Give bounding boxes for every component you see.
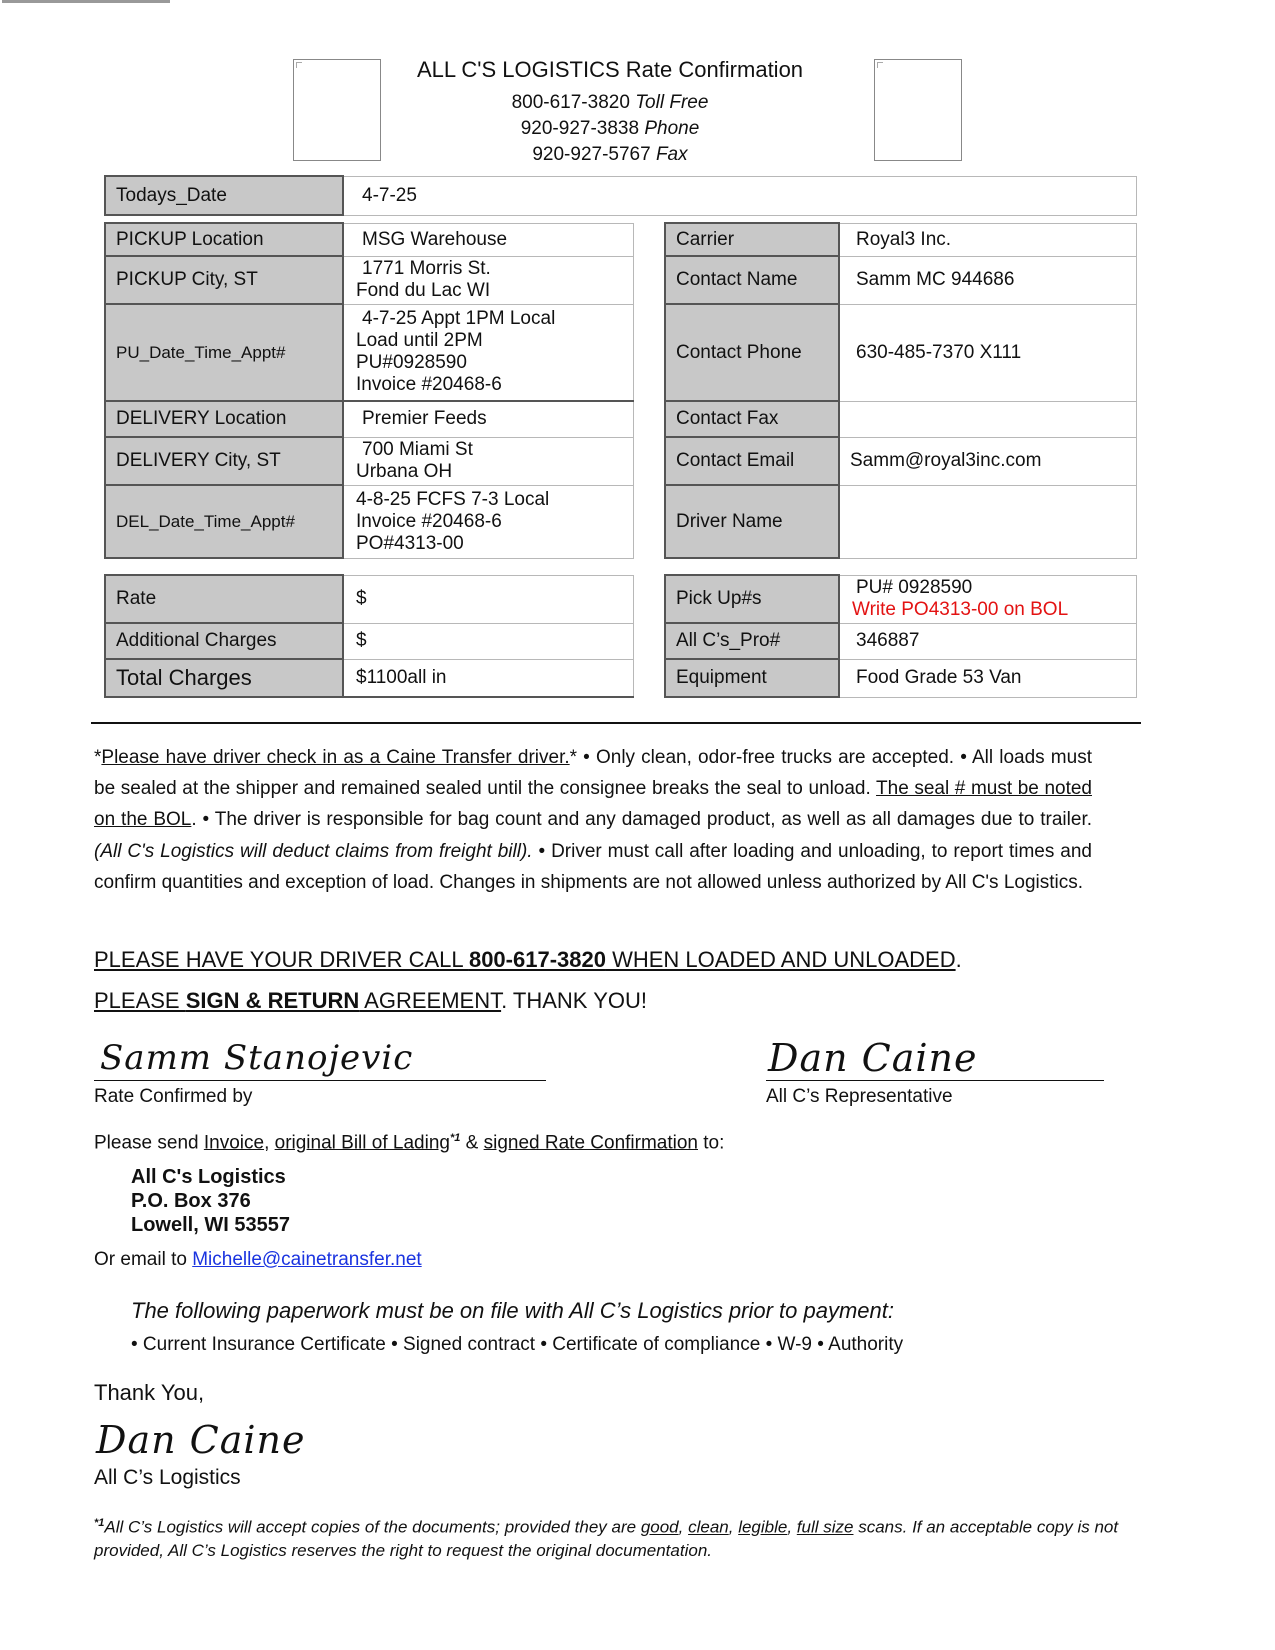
carrier-value: Royal3 Inc. — [839, 223, 1137, 256]
left-logo-placeholder — [293, 59, 381, 161]
pickups-line1: PU# 0928590 — [856, 577, 973, 598]
terms-asterisk: * — [94, 747, 102, 768]
total-charges-label: Total Charges — [105, 659, 343, 697]
equipment-value: Food Grade 53 Van — [839, 659, 1137, 697]
send-text: Please send — [94, 1132, 204, 1154]
carrier-table — [664, 222, 1137, 559]
footnote-clean: clean — [688, 1517, 729, 1537]
mailing-address — [131, 1165, 290, 1237]
pu-appt-line1: 4-7-25 Appt 1PM Local — [362, 308, 556, 330]
additional-charges-value: $ — [343, 623, 634, 659]
charges-table — [104, 574, 634, 698]
footnote-legible: legible — [738, 1517, 788, 1537]
send-documents-line — [94, 1132, 724, 1154]
pickup-location-label: PICKUP Location — [105, 223, 343, 256]
load-info-table — [664, 574, 1137, 698]
pu-appt-line3: PU#0928590 — [356, 352, 467, 374]
footnote-text: All C’s Logistics will accept copies of the documents; provided they are — [104, 1517, 641, 1537]
pickup-location-value: MSG Warehouse — [343, 223, 634, 256]
sign-line-text-2: AGREEMENT — [359, 988, 502, 1013]
top-margin-mark — [2, 0, 170, 3]
left-signature-line — [94, 1080, 546, 1081]
pickup-city-label: PICKUP City, ST — [105, 256, 343, 304]
footnote-comma-3: , — [787, 1517, 797, 1537]
sign-line-text: PLEASE — [94, 988, 186, 1013]
phone-number: 920-927-3838 — [520, 118, 640, 139]
right-logo-placeholder — [874, 59, 962, 161]
pickups-bol-note: Write PO4313-00 on BOL — [852, 599, 1069, 620]
rate-confirmed-label: Rate Confirmed by — [94, 1086, 253, 1107]
toll-free-label: Toll Free — [635, 92, 709, 113]
terms-claims-note: (All C's Logistics will deduct claims from freight bill). — [94, 840, 533, 862]
send-comma: , — [264, 1132, 275, 1154]
send-rate-confirmation: signed Rate Confirmation — [483, 1132, 698, 1154]
closing-company: All C’s Logistics — [94, 1466, 241, 1489]
pro-value: 346887 — [839, 623, 1137, 659]
del-appt-line2: Invoice #20468-6 — [356, 510, 502, 532]
contact-email-label: Contact Email — [665, 437, 839, 485]
send-invoice: Invoice — [203, 1132, 265, 1154]
fax-number: 920-927-5767 — [532, 144, 651, 165]
delivery-location-value: Premier Feeds — [343, 401, 634, 437]
sign-line-bold: SIGN & RETURN — [185, 988, 360, 1013]
call-line-number: 800-617-3820 — [468, 947, 606, 972]
pro-label: All C’s_Pro# — [665, 623, 839, 659]
pu-appt-line4: Invoice #20468-6 — [356, 374, 502, 396]
driver-call-line — [94, 947, 962, 973]
sign-return-line — [94, 988, 647, 1014]
pickups-value — [839, 575, 1137, 623]
todays-date-table — [104, 175, 1137, 216]
representative-label: All C’s Representative — [766, 1086, 953, 1107]
terms-caine-checkin: Please have driver check in as a Caine Transfer driver. — [101, 747, 570, 768]
delivery-city-line1: 700 Miami St — [362, 439, 473, 460]
pu-appt-value — [343, 304, 634, 401]
pickups-label: Pick Up#s — [665, 575, 839, 623]
total-charges-value: $1100all in — [343, 659, 634, 697]
footnote — [94, 1512, 1154, 1562]
paperwork-list: • Current Insurance Certificate • Signed contract • Certificate of compliance • W-9 • Authority — [131, 1334, 904, 1355]
send-amp: & — [460, 1132, 484, 1154]
pickup-city-value — [343, 256, 634, 304]
document-header — [400, 56, 820, 168]
call-line-period: . — [955, 947, 962, 972]
fax-line — [400, 142, 820, 168]
footnote-full-size: full size — [796, 1517, 854, 1537]
additional-charges-label: Additional Charges — [105, 623, 343, 659]
email-line — [94, 1249, 422, 1271]
call-line-text-2: WHEN LOADED AND UNLOADED — [605, 947, 956, 972]
fax-label: Fax — [655, 144, 688, 165]
email-link[interactable]: Michelle@cainetransfer.net — [192, 1249, 422, 1270]
pickup-city-line1: 1771 Morris St. — [362, 258, 491, 279]
del-appt-line1: 4-8-25 FCFS 7-3 Local — [356, 488, 550, 510]
contact-phone-value: 630-485-7370 X111 — [839, 304, 1137, 401]
del-appt-label: DEL_Date_Time_Appt# — [105, 485, 343, 558]
driver-name-value — [839, 485, 1137, 558]
delivery-city-label: DELIVERY City, ST — [105, 437, 343, 485]
section-divider — [91, 722, 1141, 724]
del-appt-value — [343, 485, 634, 558]
email-line-text: Or email to — [94, 1249, 193, 1270]
address-box: P.O. Box 376 — [131, 1190, 251, 1212]
contact-name-value: Samm MC 944686 — [839, 256, 1137, 304]
thank-you: Thank You, — [94, 1380, 205, 1405]
todays-date-value: 4-7-25 — [343, 176, 1137, 215]
todays-date-label: Todays_Date — [105, 176, 343, 215]
delivery-city-value — [343, 437, 634, 485]
footnote-marker: *1 — [94, 1517, 105, 1529]
rate-confirmed-signature: Samm Stanojevic — [100, 1038, 414, 1078]
equipment-label: Equipment — [665, 659, 839, 697]
delivery-city-line2: Urbana OH — [356, 461, 453, 482]
footnote-comma-2: , — [728, 1517, 739, 1537]
call-line-text: PLEASE HAVE YOUR DRIVER CALL — [94, 947, 469, 972]
terms-driver-responsibility: . • The driver is responsible for bag count and any damaged product, as well as all damages due to trailer. — [191, 809, 1092, 831]
delivery-location-label: DELIVERY Location — [105, 401, 343, 437]
terms-clean-trucks: * • Only clean, odor-free trucks are accepted. • All loads must be sealed at the shipper and remained sealed until the consignee breaks the seal to unload. — [94, 747, 1092, 800]
address-name: All C's Logistics — [131, 1166, 286, 1188]
footnote-comma-1: , — [678, 1517, 689, 1537]
terms-paragraph — [94, 742, 1092, 898]
pu-appt-line2: Load until 2PM — [356, 330, 483, 352]
send-bol: original Bill of Lading — [274, 1132, 450, 1154]
pu-appt-label: PU_Date_Time_Appt# — [105, 304, 343, 401]
pickup-city-line2: Fond du Lac WI — [356, 280, 491, 301]
contact-name-label: Contact Name — [665, 256, 839, 304]
paperwork-heading: The following paperwork must be on file with All C’s Logistics prior to payment: — [131, 1298, 895, 1323]
send-footnote-ref: *1 — [449, 1132, 461, 1144]
contact-fax-label: Contact Fax — [665, 401, 839, 437]
carrier-label: Carrier — [665, 223, 839, 256]
toll-free-number: 800-617-3820 — [511, 92, 630, 113]
terms-seal-note: The seal # must be noted on the BOL — [94, 778, 1092, 831]
toll-free-line — [400, 90, 820, 116]
driver-name-label: Driver Name — [665, 485, 839, 558]
footnote-text-2: scans. If an acceptable copy is not provided, All C’s Logistics reserves the right to request the original documentation. — [94, 1517, 1119, 1560]
rate-label: Rate — [105, 575, 343, 623]
document-title: ALL C'S LOGISTICS Rate Confirmation — [416, 57, 804, 82]
representative-signature: Dan Caine — [768, 1036, 978, 1080]
right-signature-line — [766, 1080, 1104, 1081]
closing-signature: Dan Caine — [96, 1418, 306, 1462]
del-appt-line3: PO#4313-00 — [356, 532, 464, 554]
sign-line-thanks: . THANK YOU! — [501, 988, 647, 1013]
contact-phone-label: Contact Phone — [665, 304, 839, 401]
phone-line — [400, 116, 820, 142]
rate-value: $ — [343, 575, 634, 623]
phone-label: Phone — [644, 118, 700, 139]
shipment-table — [104, 222, 634, 559]
terms-driver-call: • Driver must call after loading and unloading, to report times and confirm quantities and exception of load. Changes in shipments are not allowed unless authorized by All C's Logistics. — [94, 840, 1092, 893]
address-city: Lowell, WI 53557 — [131, 1214, 290, 1236]
contact-email-value: Samm@royal3inc.com — [839, 437, 1137, 485]
send-to: to: — [698, 1132, 725, 1154]
footnote-good: good — [640, 1517, 679, 1537]
contact-fax-value — [839, 401, 1137, 437]
